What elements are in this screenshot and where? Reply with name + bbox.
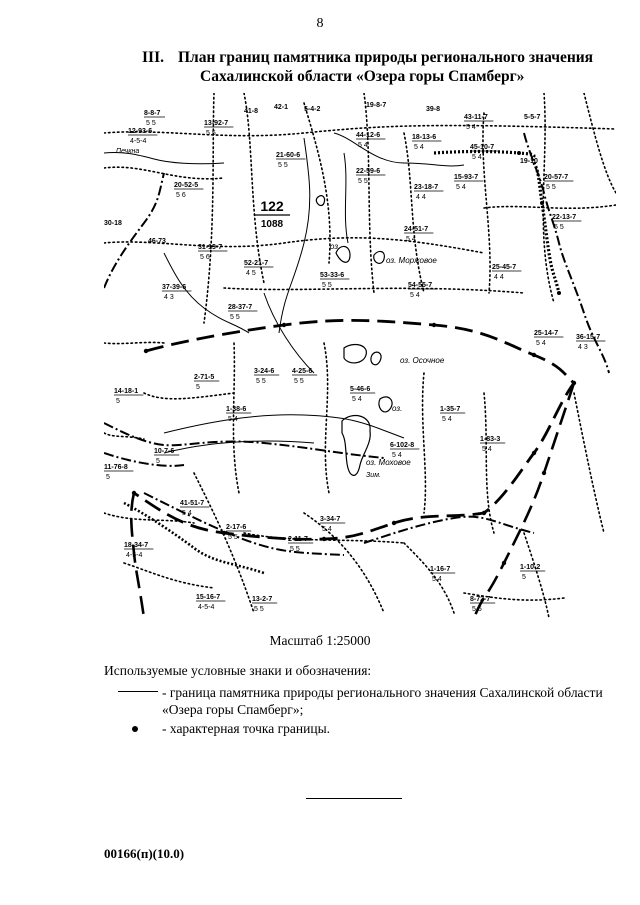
svg-text:25-14-7: 25-14-7: [534, 330, 559, 337]
river-label: Печкна: [116, 148, 140, 155]
compartment-label: [128, 128, 157, 145]
svg-text:5 4: 5 4: [228, 416, 238, 423]
compartment-label: [244, 108, 258, 115]
svg-text:5 4: 5 4: [352, 396, 362, 403]
compartment-label: [124, 542, 153, 559]
compartment-label: [162, 284, 191, 301]
svg-text:5-46-6: 5-46-6: [350, 386, 371, 393]
compartment-label: [366, 102, 386, 109]
svg-text:5 5: 5 5: [230, 314, 240, 321]
svg-text:5 5: 5 5: [358, 178, 368, 185]
svg-text:20-52-5: 20-52-5: [174, 182, 199, 189]
svg-text:6-102-8: 6-102-8: [390, 442, 415, 449]
svg-text:46-73: 46-73: [148, 238, 166, 245]
compartment-label: [244, 260, 273, 277]
compartment-label: [274, 104, 288, 111]
svg-text:13-92-7: 13-92-7: [204, 120, 229, 127]
compartment-label: [226, 406, 251, 423]
svg-text:4 3: 4 3: [578, 344, 588, 351]
svg-text:5-4-2: 5-4-2: [304, 106, 321, 113]
page-number: 8: [316, 16, 324, 31]
svg-text:4 4: 4 4: [494, 274, 504, 281]
svg-text:5 4: 5 4: [414, 144, 424, 151]
compartment-label: [454, 174, 483, 191]
svg-text:8-72-7: 8-72-7: [470, 596, 491, 603]
svg-text:31-13-7: 31-13-7: [198, 244, 223, 251]
svg-text:1-83-3: 1-83-3: [480, 436, 501, 443]
lake-label: оз. Осочное: [400, 356, 445, 365]
compartment-label: [194, 374, 219, 391]
lake-label: оз. Моржовое: [386, 256, 437, 265]
point-dot-symbol: [132, 726, 138, 732]
svg-text:5 4: 5 4: [482, 446, 492, 453]
svg-text:5 5: 5 5: [294, 378, 304, 385]
svg-text:4 3: 4 3: [164, 294, 174, 301]
lake-label: оз.: [392, 404, 403, 413]
svg-text:5 4: 5 4: [442, 416, 452, 423]
legend-heading: Используемые условные знаки и обозначения:: [104, 663, 372, 678]
svg-text:4-5-4: 4-5-4: [130, 138, 147, 145]
block-area: 1088: [260, 219, 284, 230]
svg-text:53-33-6: 53-33-6: [320, 272, 345, 279]
compartment-label: [196, 594, 225, 611]
svg-text:2-17-6: 2-17-6: [226, 524, 247, 531]
svg-text:11-76-8: 11-76-8: [104, 464, 128, 471]
svg-text:5: 5: [522, 574, 526, 581]
compartment-label: [144, 110, 165, 127]
compartment-label: [356, 168, 385, 185]
compartment-label: [390, 442, 419, 459]
compartment-label: [174, 182, 203, 199]
swamp-label: Зим.: [366, 472, 381, 479]
compartment-label: [356, 132, 385, 149]
svg-text:36-15-7: 36-15-7: [576, 334, 601, 341]
svg-text:5 6: 5 6: [176, 192, 186, 199]
svg-text:2-71-5: 2-71-5: [194, 374, 215, 381]
svg-text:5 5: 5 5: [256, 378, 266, 385]
compartment-label: [552, 214, 581, 231]
svg-text:5 4: 5 4: [456, 184, 466, 191]
boundary-map: [104, 93, 616, 618]
svg-text:5 4: 5 4: [358, 142, 368, 149]
svg-text:21-60-6: 21-60-6: [276, 152, 301, 159]
compartment-label: [520, 158, 538, 165]
compartment-label: [414, 184, 443, 201]
svg-text:42-1: 42-1: [274, 104, 289, 111]
svg-text:22-59-6: 22-59-6: [356, 168, 381, 175]
svg-text:5 4: 5 4: [466, 124, 476, 131]
svg-text:15-93-7: 15-93-7: [454, 174, 479, 181]
compartment-label: [440, 406, 465, 423]
svg-text:5 6: 5 6: [200, 254, 210, 261]
compartment-label: [426, 106, 440, 113]
svg-text:19-8-7: 19-8-7: [366, 102, 387, 109]
compartment-label: [148, 238, 166, 245]
svg-text:5 5: 5 5: [290, 546, 300, 553]
svg-text:4-25-6: 4-25-6: [292, 368, 313, 375]
svg-text:30-18: 30-18: [104, 220, 122, 227]
svg-text:5 5: 5 5: [146, 120, 156, 127]
compartment-label: [180, 500, 209, 517]
compartment-label: [228, 304, 257, 321]
svg-text:37-39-6: 37-39-6: [162, 284, 187, 291]
svg-text:18-34-7: 18-34-7: [124, 542, 149, 549]
svg-text:5: 5: [106, 474, 110, 481]
compartment-label: [464, 114, 493, 131]
svg-text:5 5: 5 5: [546, 184, 556, 191]
svg-text:5 4: 5 4: [406, 236, 416, 243]
svg-text:5 5: 5 5: [254, 606, 264, 613]
block-number: 122: [260, 198, 284, 214]
svg-text:52-21-7: 52-21-7: [244, 260, 269, 267]
svg-text:22-13-7: 22-13-7: [552, 214, 577, 221]
legend-boundary-text: - граница памятника природы регионального значения Сахалинской области «Озера горы Спамберг»;: [162, 685, 603, 717]
compartment-label: [350, 386, 375, 403]
compartment-label: [470, 596, 495, 613]
svg-text:23-18-7: 23-18-7: [414, 184, 439, 191]
svg-text:14-18-1: 14-18-1: [114, 388, 139, 395]
svg-text:1-35-7: 1-35-7: [440, 406, 461, 413]
svg-text:12-93-6: 12-93-6: [128, 128, 153, 135]
svg-text:5: 5: [156, 458, 160, 465]
compartment-label: [254, 368, 279, 385]
svg-text:5 4: 5 4: [472, 154, 482, 161]
compartment-label: [480, 436, 505, 453]
svg-text:8-8-7: 8-8-7: [144, 110, 161, 117]
svg-text:4-5-4: 4-5-4: [126, 552, 143, 559]
svg-text:1-38-6: 1-38-6: [226, 406, 247, 413]
svg-text:5 5: 5 5: [278, 162, 288, 169]
map-scale: Масштаб 1:25000: [269, 633, 371, 648]
svg-text:5 5: 5 5: [554, 224, 564, 231]
svg-text:5 4: 5 4: [432, 576, 442, 583]
compartment-label: [276, 152, 305, 169]
svg-text:18-13-6: 18-13-6: [412, 134, 437, 141]
compartment-label: [104, 220, 122, 227]
svg-text:2-11-7: 2-11-7: [288, 536, 308, 543]
svg-text:1-10-2: 1-10-2: [520, 564, 541, 571]
svg-text:5 5: 5 5: [206, 130, 216, 137]
compartment-label: [430, 566, 455, 583]
svg-text:43-11-7: 43-11-7: [464, 114, 488, 121]
svg-text:20-57-7: 20-57-7: [544, 174, 569, 181]
svg-text:25-45-7: 25-45-7: [492, 264, 517, 271]
svg-text:13-2-7: 13-2-7: [252, 596, 273, 603]
svg-text:4-5-4: 4-5-4: [198, 604, 215, 611]
svg-text:4 5: 4 5: [246, 270, 256, 277]
legend-point-text: - характерная точка границы.: [162, 721, 331, 736]
title-line-2: Сахалинской области «Озера горы Спамберг»: [200, 68, 525, 85]
svg-text:5: 5: [196, 384, 200, 391]
svg-text:5 4: 5 4: [322, 526, 332, 533]
compartment-label: [404, 226, 433, 243]
svg-text:1-16-7: 1-16-7: [430, 566, 451, 573]
compartment-label: [534, 330, 563, 347]
svg-text:24-51-7: 24-51-7: [404, 226, 429, 233]
svg-text:19-10: 19-10: [520, 158, 538, 165]
svg-text:39-8: 39-8: [426, 106, 441, 113]
compartment-label: [104, 464, 133, 481]
svg-text:5-5-7: 5-5-7: [524, 114, 541, 121]
svg-text:5 4: 5 4: [182, 510, 192, 517]
section-number: III.: [142, 49, 164, 66]
lake-label: оз.: [330, 242, 341, 251]
svg-text:54-55-7: 54-55-7: [408, 282, 433, 289]
svg-text:44-12-6: 44-12-6: [356, 132, 381, 139]
compartment-label: [252, 596, 277, 613]
compartment-label: [304, 106, 320, 113]
svg-text:15-16-7: 15-16-7: [196, 594, 221, 601]
compartment-label: [114, 388, 143, 405]
signature-rule: [306, 798, 402, 799]
compartment-label: [544, 174, 573, 191]
svg-text:3-24-6: 3-24-6: [254, 368, 275, 375]
svg-text:5 5: 5 5: [472, 606, 482, 613]
svg-text:5 4: 5 4: [410, 292, 420, 299]
svg-text:5: 5: [116, 398, 120, 405]
svg-text:45-10-7: 45-10-7: [470, 144, 495, 151]
compartment-label: [524, 114, 540, 121]
svg-text:10-7-6: 10-7-6: [154, 448, 175, 455]
svg-text:4 4: 4 4: [416, 194, 426, 201]
lake-label: оз. Моховое: [366, 458, 411, 467]
compartment-label: [520, 564, 545, 581]
svg-text:41-8: 41-8: [244, 108, 259, 115]
compartment-label: [292, 368, 317, 385]
compartment-label: [204, 120, 233, 137]
svg-text:5 4: 5 4: [392, 452, 402, 459]
svg-text:3-34-7: 3-34-7: [320, 516, 341, 523]
svg-text:5 4: 5 4: [536, 340, 546, 347]
compartment-label: [576, 334, 605, 351]
compartment-label: [320, 272, 349, 289]
compartment-label: [492, 264, 521, 281]
title-line-1: План границ памятника природы регионального значения: [178, 49, 594, 66]
boundary-line-symbol: [118, 691, 158, 692]
svg-text:5 5: 5 5: [322, 282, 332, 289]
svg-text:28-37-7: 28-37-7: [228, 304, 253, 311]
compartment-label: [320, 516, 345, 533]
svg-text:5 5: 5 5: [228, 534, 238, 541]
document-code: 00166(п)(10.0): [104, 846, 185, 861]
svg-text:41-51-7: 41-51-7: [180, 500, 205, 507]
compartment-label: [412, 134, 441, 151]
